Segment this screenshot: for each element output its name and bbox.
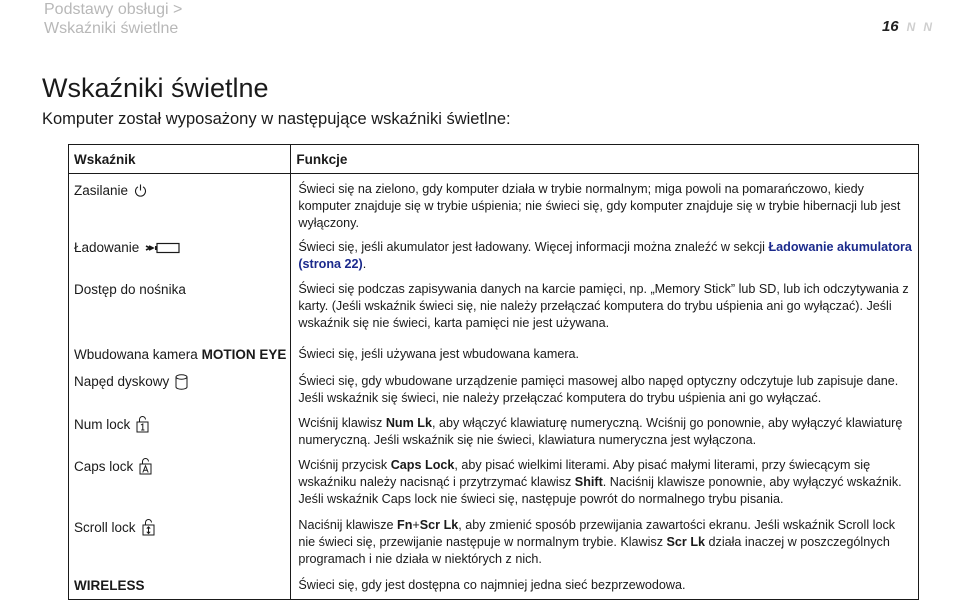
- indicator-cell: [69, 366, 291, 408]
- column-header-function: Funkcje: [291, 145, 919, 174]
- table-row: [69, 510, 919, 570]
- indicator-name: Dostęp do nośnika: [74, 282, 186, 297]
- intro-text: Komputer został wyposażony w następujące wskaźniki świetlne:: [42, 110, 511, 128]
- page-number: 16: [881, 18, 899, 35]
- function-text-end: . Naciśnij klawisze ponownie, aby wyłączyć wskaźnik. Jeśli wskaźnik Caps lock nie świeci się, następuje powrót do normalnego trybu pisania.: [298, 475, 902, 506]
- table-row: [69, 408, 919, 450]
- indicator-name: Caps lock: [74, 459, 134, 474]
- table-row: [69, 338, 919, 366]
- indicator-name: Ładowanie: [74, 240, 140, 255]
- table-row: [69, 273, 919, 338]
- function-text-cont: , aby pisać wielkimi literami. Aby pisać małymi literami, przy świecącym się wskaźniku należy nacisnąć i przytrzymać klawisz: [298, 458, 871, 489]
- function-text-cont: , aby włączyć klawiaturę numeryczną. Wciśnij go ponownie, aby wyłączyć klawiaturę numeryczną. Jeśli wskaźnik się nie świeci, klawiatura numeryczna jest wyłączona.: [298, 416, 903, 447]
- table-row: [69, 450, 919, 510]
- indicator-cell: [69, 273, 291, 338]
- indicator-table: [68, 144, 919, 600]
- function-text: Świeci się, jeśli używana jest wbudowana kamera.: [298, 347, 580, 361]
- function-text: Świeci się, jeśli akumulator jest ładowany. Więcej informacji można znaleźć w sekcji: [298, 240, 769, 254]
- function-text: Naciśnij klawisze: [298, 518, 398, 532]
- charging-battery-link[interactable]: Ładowanie akumulatora (strona 22): [298, 240, 912, 271]
- num-lock-icon: [136, 416, 149, 433]
- indicator-name: Zasilanie: [74, 183, 129, 198]
- breadcrumb-current: Wskaźniki świetlne: [44, 20, 179, 37]
- function-text: Świeci się, gdy wbudowane urządzenie pamięci masowej albo napęd optyczny odczytuje lub zapisuje dane. Jeśli wskaźnik się świeci, nie należy przełączać komputera do trybu uśpienia ani go wyłączać.: [298, 374, 899, 405]
- indicator-name: Napęd dyskowy: [74, 374, 170, 389]
- function-cell: [291, 366, 919, 408]
- breadcrumb: [44, 0, 182, 38]
- previous-page-arrow[interactable]: N: [906, 19, 916, 34]
- key-name: Scr Lk: [419, 518, 459, 532]
- table-row: [69, 366, 919, 408]
- function-cell: [291, 273, 919, 338]
- function-text-end: działa inaczej w poszczególnych programach i nie działa w niektórych z nich.: [298, 535, 890, 566]
- indicator-name: Scroll lock: [74, 520, 136, 535]
- function-cell: [291, 232, 919, 273]
- function-text: Świeci się na zielono, gdy komputer działa w trybie normalnym; miga powoli na pomarańczowo, kiedy komputer znajduje się w trybie uśpienia; nie świeci się, gdy komputer znajduje się w trybie hibernacji lub jest wyłączony.: [298, 182, 901, 230]
- function-cell: [291, 510, 919, 570]
- key-name: Num Lk: [385, 416, 432, 430]
- page-navigation: [882, 18, 932, 35]
- indicator-cell: [69, 232, 291, 273]
- table-row: [69, 174, 919, 233]
- indicator-cell: [69, 570, 291, 600]
- indicator-cell: [69, 450, 291, 510]
- function-cell: [291, 338, 919, 366]
- function-text-cont: , aby zmienić sposób przewijania zawartości ekranu. Jeśli wskaźnik Scroll lock nie świeci się, przewijanie następuje w normalnym trybie. Klawisz: [298, 518, 896, 549]
- next-page-arrow[interactable]: N: [923, 19, 932, 34]
- key-name: Caps Lock: [390, 458, 455, 472]
- indicator-name: Num lock: [74, 417, 131, 432]
- function-text: Świeci się podczas zapisywania danych na karcie pamięci, np. „Memory Stick” lub SD, lub ich odczytywania z karty. (Jeśli wskaźnik świeci się, nie należy przełączać komputera do trybu uśpienia ani go wyłączać). Jeśli wskaźnik się nie świeci, karta pamięci nie jest używana.: [298, 282, 909, 330]
- indicator-name-bold: WIRELESS: [74, 578, 145, 593]
- caps-lock-icon: [139, 458, 152, 475]
- function-cell: [291, 408, 919, 450]
- table-row: [69, 232, 919, 273]
- function-text: Świeci się, gdy jest dostępna co najmniej jedna sieć bezprzewodowa.: [298, 578, 686, 592]
- page-title: Wskaźniki świetlne: [42, 73, 269, 103]
- scroll-lock-icon: [142, 519, 155, 536]
- table-header-row: [69, 145, 919, 174]
- key-name: Fn: [397, 518, 413, 532]
- indicator-cell: [69, 408, 291, 450]
- disk-drive-icon: [175, 374, 188, 390]
- power-icon: [134, 184, 147, 197]
- function-text: Wciśnij przycisk: [298, 458, 391, 472]
- column-header-indicator: Wskaźnik: [69, 145, 291, 174]
- function-cell: [291, 450, 919, 510]
- indicator-name-bold: MOTION EYE: [201, 347, 287, 362]
- battery-charge-icon: [145, 242, 181, 254]
- indicator-name: Wbudowana kamera: [74, 347, 202, 362]
- table-row: [69, 570, 919, 600]
- indicator-cell: [69, 174, 291, 233]
- function-text-end: .: [362, 257, 367, 271]
- indicator-cell: [69, 510, 291, 570]
- function-cell: [291, 570, 919, 600]
- key-name: Shift: [574, 475, 603, 489]
- breadcrumb-parent-link[interactable]: Podstawy obsługi >: [44, 1, 183, 18]
- function-text-plus: +: [412, 518, 420, 532]
- key-name: Scr Lk: [666, 535, 706, 549]
- indicator-cell: [69, 338, 291, 366]
- function-cell: [291, 174, 919, 233]
- function-text: Wciśnij klawisz: [298, 416, 386, 430]
